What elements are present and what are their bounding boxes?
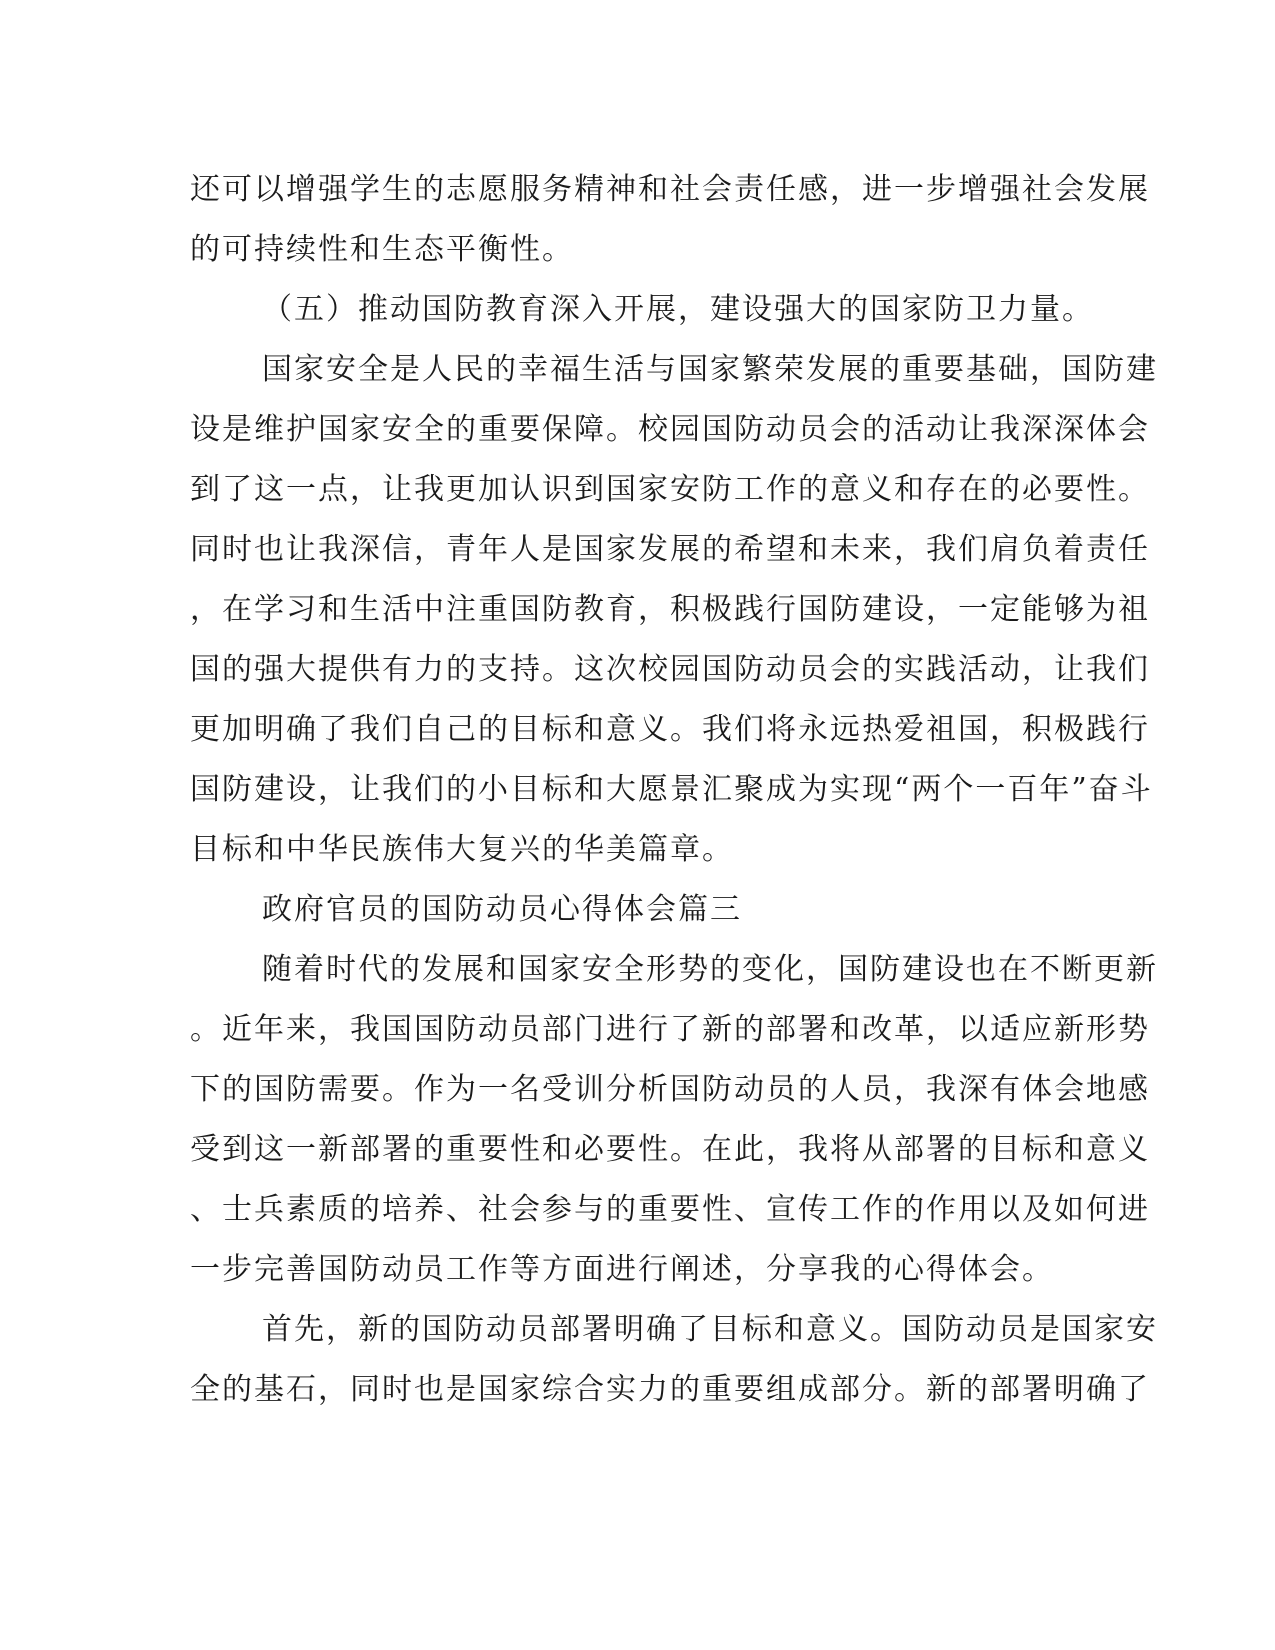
text-line: 国的强大提供有力的支持。这次校园国防动员会的实践活动，让我们 xyxy=(190,652,1150,687)
text-line: 同时也让我深信，青年人是国家发展的希望和未来，我们肩负着责任 xyxy=(190,532,1150,567)
text-line: 、士兵素质的培养、社会参与的重要性、宣传工作的作用以及如何进 xyxy=(190,1192,1150,1227)
text-line: （五）推动国防教育深入开展，建设强大的国家防卫力量。 xyxy=(262,292,1094,327)
text-line: 政府官员的国防动员心得体会篇三 xyxy=(262,892,742,927)
text-line: 还可以增强学生的志愿服务精神和社会责任感，进一步增强社会发展 xyxy=(190,172,1150,207)
text-line: 全的基石，同时也是国家综合实力的重要组成部分。新的部署明确了 xyxy=(190,1372,1150,1407)
text-line: 设是维护国家安全的重要保障。校园国防动员会的活动让我深深体会 xyxy=(190,412,1150,447)
document-body xyxy=(190,160,1158,1420)
text-line: 目标和中华民族伟大复兴的华美篇章。 xyxy=(190,832,734,867)
text-line: 随着时代的发展和国家安全形势的变化，国防建设也在不断更新 xyxy=(262,952,1158,987)
text-line: 国家安全是人民的幸福生活与国家繁荣发展的重要基础，国防建 xyxy=(262,352,1158,387)
text-line: 下的国防需要。作为一名受训分析国防动员的人员，我深有体会地感 xyxy=(190,1072,1150,1107)
text-line: 国防建设，让我们的小目标和大愿景汇聚成为实现“两个一百年”奋斗 xyxy=(190,772,1153,807)
text-line: 受到这一新部署的重要性和必要性。在此，我将从部署的目标和意义 xyxy=(190,1132,1150,1167)
text-line: 一步完善国防动员工作等方面进行阐述，分享我的心得体会。 xyxy=(190,1252,1054,1287)
text-line: 到了这一点，让我更加认识到国家安防工作的意义和存在的必要性。 xyxy=(190,472,1150,507)
text-line: 的可持续性和生态平衡性。 xyxy=(190,232,574,267)
text-line: 更加明确了我们自己的目标和意义。我们将永远热爱祖国，积极践行 xyxy=(190,712,1150,747)
text-line: 。近年来，我国国防动员部门进行了新的部署和改革，以适应新形势 xyxy=(190,1012,1150,1047)
text-line: 首先，新的国防动员部署明确了目标和意义。国防动员是国家安 xyxy=(262,1312,1158,1347)
text-line: ，在学习和生活中注重国防教育，积极践行国防建设，一定能够为祖 xyxy=(190,592,1150,627)
